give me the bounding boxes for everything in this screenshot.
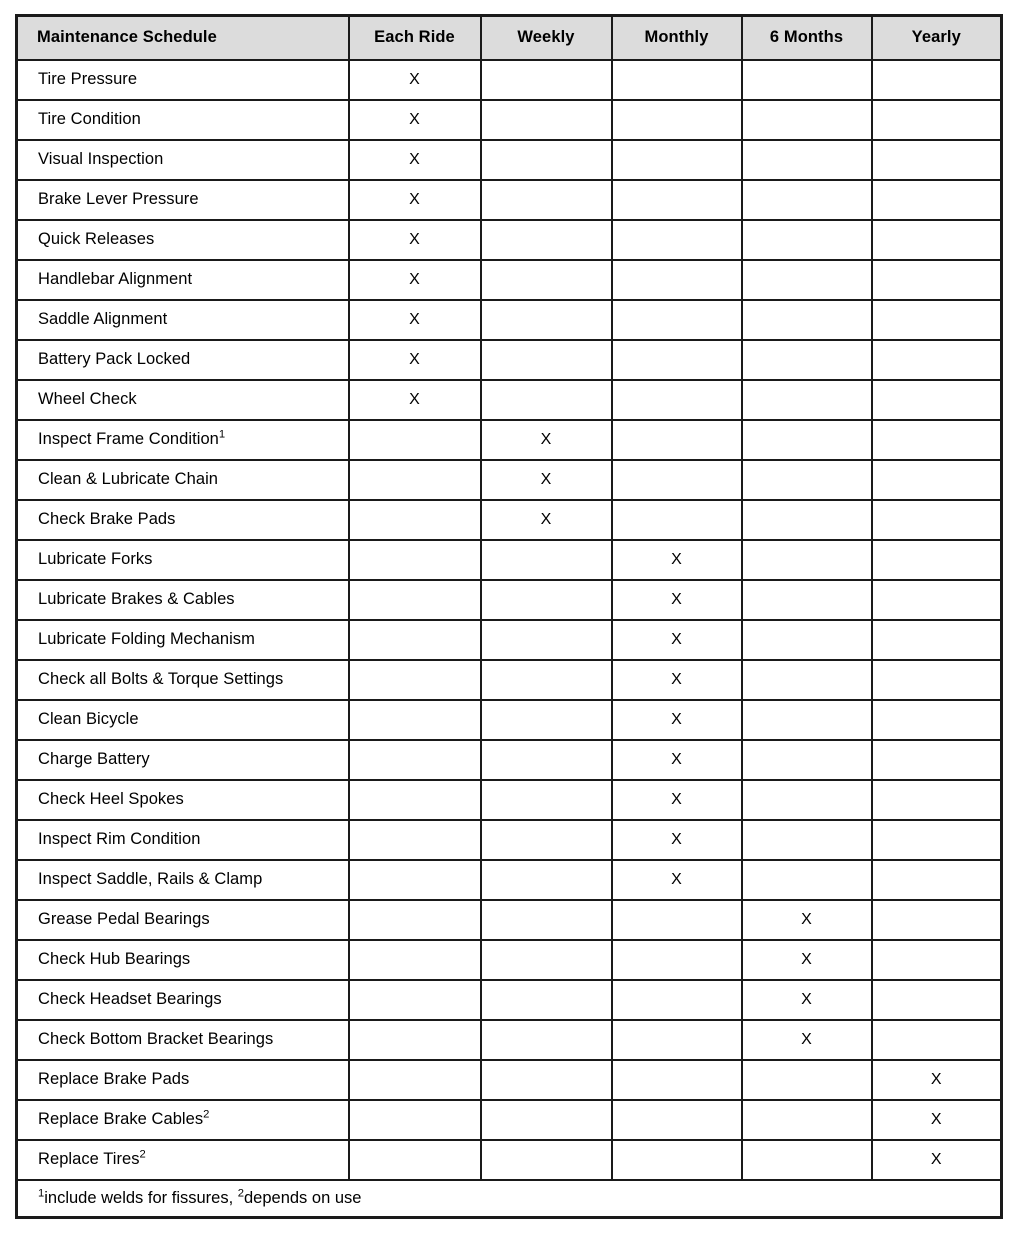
table-row — [17, 700, 1002, 740]
task-label-text: Replace Brake Cables — [38, 1110, 204, 1128]
task-label-text: Grease Pedal Bearings — [38, 910, 210, 928]
cell-monthly: X — [612, 820, 742, 860]
cell-each-ride — [349, 540, 481, 580]
table-row — [17, 780, 1002, 820]
cell-each-ride — [349, 660, 481, 700]
task-label — [17, 580, 349, 620]
task-label — [17, 180, 349, 220]
cell-six-months: X — [742, 1020, 872, 1060]
cell-six-months: X — [742, 900, 872, 940]
task-label — [17, 340, 349, 380]
cell-yearly — [872, 460, 1002, 500]
table-row — [17, 180, 1002, 220]
cell-monthly: X — [612, 860, 742, 900]
cell-weekly: X — [481, 460, 612, 500]
cell-six-months — [742, 740, 872, 780]
task-label-text: Inspect Rim Condition — [38, 830, 201, 848]
cell-each-ride: X — [349, 180, 481, 220]
cell-weekly — [481, 300, 612, 340]
cell-each-ride — [349, 980, 481, 1020]
cell-six-months: X — [742, 940, 872, 980]
cell-yearly — [872, 700, 1002, 740]
task-label — [17, 540, 349, 580]
task-label-text: Lubricate Forks — [38, 550, 153, 568]
cell-six-months — [742, 860, 872, 900]
task-label — [17, 220, 349, 260]
cell-weekly — [481, 780, 612, 820]
cell-weekly — [481, 220, 612, 260]
task-label — [17, 100, 349, 140]
cell-weekly — [481, 1100, 612, 1140]
cell-weekly — [481, 260, 612, 300]
cell-monthly — [612, 1100, 742, 1140]
cell-each-ride — [349, 1060, 481, 1100]
cell-each-ride — [349, 460, 481, 500]
task-label — [17, 700, 349, 740]
cell-each-ride — [349, 900, 481, 940]
cell-each-ride — [349, 780, 481, 820]
cell-six-months — [742, 140, 872, 180]
cell-monthly — [612, 900, 742, 940]
task-label — [17, 660, 349, 700]
cell-monthly — [612, 220, 742, 260]
cell-monthly — [612, 460, 742, 500]
cell-weekly — [481, 1020, 612, 1060]
cell-six-months: X — [742, 980, 872, 1020]
task-label — [17, 940, 349, 980]
task-label — [17, 1140, 349, 1180]
task-label-text: Check Bottom Bracket Bearings — [38, 1030, 274, 1048]
column-header-yearly: Yearly — [872, 16, 1002, 60]
cell-six-months — [742, 820, 872, 860]
table-header — [17, 16, 1002, 60]
cell-monthly — [612, 340, 742, 380]
cell-monthly — [612, 1140, 742, 1180]
column-header-weekly: Weekly — [481, 16, 612, 60]
task-label-text: Tire Condition — [38, 110, 141, 128]
cell-yearly — [872, 380, 1002, 420]
cell-monthly — [612, 380, 742, 420]
cell-yearly — [872, 300, 1002, 340]
cell-weekly: X — [481, 500, 612, 540]
cell-each-ride: X — [349, 340, 481, 380]
task-label-text: Visual Inspection — [38, 150, 164, 168]
table-row — [17, 140, 1002, 180]
cell-six-months — [742, 100, 872, 140]
cell-yearly: X — [872, 1100, 1002, 1140]
cell-yearly — [872, 740, 1002, 780]
table-row — [17, 660, 1002, 700]
table-row — [17, 580, 1002, 620]
cell-monthly — [612, 300, 742, 340]
cell-monthly — [612, 420, 742, 460]
cell-yearly — [872, 420, 1002, 460]
table-row — [17, 1100, 1002, 1140]
cell-each-ride — [349, 1020, 481, 1060]
table-row — [17, 940, 1002, 980]
task-label-text: Tire Pressure — [38, 70, 138, 88]
cell-weekly: X — [481, 420, 612, 460]
cell-yearly — [872, 60, 1002, 100]
table-row — [17, 740, 1002, 780]
cell-yearly — [872, 180, 1002, 220]
task-label-text: Clean & Lubricate Chain — [38, 470, 219, 488]
table-row — [17, 220, 1002, 260]
cell-yearly: X — [872, 1140, 1002, 1180]
cell-weekly — [481, 820, 612, 860]
task-footnote-marker: 2 — [203, 1108, 210, 1121]
task-label-text: Check all Bolts & Torque Settings — [38, 670, 284, 688]
task-label-text: Check Heel Spokes — [38, 790, 184, 808]
column-header-monthly: Monthly — [612, 16, 742, 60]
cell-yearly — [872, 860, 1002, 900]
cell-six-months — [742, 300, 872, 340]
cell-yearly — [872, 660, 1002, 700]
task-label — [17, 60, 349, 100]
cell-monthly — [612, 260, 742, 300]
cell-each-ride — [349, 740, 481, 780]
task-label — [17, 980, 349, 1020]
cell-yearly — [872, 340, 1002, 380]
task-footnote-marker: 1 — [218, 428, 226, 441]
task-footnote-marker: 2 — [139, 1148, 146, 1161]
cell-each-ride — [349, 420, 481, 460]
cell-yearly — [872, 900, 1002, 940]
cell-each-ride — [349, 940, 481, 980]
cell-six-months — [742, 380, 872, 420]
cell-weekly — [481, 100, 612, 140]
table-row — [17, 380, 1002, 420]
task-label — [17, 140, 349, 180]
cell-weekly — [481, 580, 612, 620]
task-label — [17, 380, 349, 420]
cell-yearly — [872, 980, 1002, 1020]
task-label-text: Check Hub Bearings — [38, 950, 191, 968]
footnote-text-one: include welds for fissures, — [44, 1188, 238, 1207]
task-label — [17, 1020, 349, 1060]
cell-yearly — [872, 620, 1002, 660]
task-label — [17, 860, 349, 900]
cell-monthly — [612, 100, 742, 140]
cell-monthly — [612, 180, 742, 220]
cell-weekly — [481, 380, 612, 420]
maintenance-schedule-table — [15, 14, 1003, 1219]
table-row — [17, 1020, 1002, 1060]
cell-each-ride — [349, 500, 481, 540]
cell-weekly — [481, 700, 612, 740]
cell-monthly — [612, 980, 742, 1020]
cell-six-months — [742, 540, 872, 580]
table-row — [17, 60, 1002, 100]
cell-weekly — [481, 1140, 612, 1180]
cell-weekly — [481, 180, 612, 220]
task-label-text: Wheel Check — [38, 390, 137, 408]
cell-six-months — [742, 340, 872, 380]
footnote-marker-one: 1 — [38, 1187, 45, 1200]
table-row — [17, 420, 1002, 460]
task-label-text: Lubricate Folding Mechanism — [38, 630, 255, 648]
cell-weekly — [481, 740, 612, 780]
cell-each-ride — [349, 1140, 481, 1180]
cell-each-ride: X — [349, 260, 481, 300]
cell-yearly — [872, 260, 1002, 300]
cell-each-ride: X — [349, 100, 481, 140]
cell-yearly — [872, 100, 1002, 140]
cell-monthly: X — [612, 740, 742, 780]
cell-each-ride — [349, 860, 481, 900]
task-label-text: Quick Releases — [38, 230, 155, 248]
table-row — [17, 500, 1002, 540]
cell-weekly — [481, 340, 612, 380]
maintenance-schedule-sheet — [15, 14, 1000, 1225]
task-label-text: Check Headset Bearings — [38, 990, 222, 1008]
table-row — [17, 1060, 1002, 1100]
cell-six-months — [742, 620, 872, 660]
cell-six-months — [742, 500, 872, 540]
column-header-task: Maintenance Schedule — [17, 16, 349, 60]
cell-weekly — [481, 900, 612, 940]
cell-monthly — [612, 500, 742, 540]
table-row — [17, 1140, 1002, 1180]
table-row — [17, 980, 1002, 1020]
cell-each-ride — [349, 620, 481, 660]
table-row — [17, 260, 1002, 300]
cell-each-ride: X — [349, 380, 481, 420]
table-row — [17, 820, 1002, 860]
cell-yearly — [872, 540, 1002, 580]
column-header-six-months: 6 Months — [742, 16, 872, 60]
task-label — [17, 300, 349, 340]
cell-monthly — [612, 140, 742, 180]
cell-yearly — [872, 820, 1002, 860]
task-label-text: Battery Pack Locked — [38, 350, 191, 368]
task-label-text: Brake Lever Pressure — [38, 190, 199, 208]
cell-weekly — [481, 140, 612, 180]
cell-yearly — [872, 580, 1002, 620]
cell-six-months — [742, 460, 872, 500]
cell-six-months — [742, 260, 872, 300]
task-label — [17, 500, 349, 540]
task-label-text: Saddle Alignment — [38, 310, 168, 328]
task-label-text: Inspect Frame Condition — [38, 430, 219, 448]
cell-monthly: X — [612, 580, 742, 620]
cell-monthly: X — [612, 620, 742, 660]
cell-each-ride — [349, 580, 481, 620]
cell-yearly — [872, 140, 1002, 180]
cell-weekly — [481, 60, 612, 100]
task-label-text: Handlebar Alignment — [38, 270, 193, 288]
cell-six-months — [742, 60, 872, 100]
cell-six-months — [742, 180, 872, 220]
cell-monthly — [612, 1060, 742, 1100]
task-label-text: Lubricate Brakes & Cables — [38, 590, 235, 608]
cell-each-ride: X — [349, 300, 481, 340]
cell-six-months — [742, 700, 872, 740]
footnote-row — [17, 1180, 1002, 1218]
table-row — [17, 540, 1002, 580]
cell-weekly — [481, 540, 612, 580]
cell-yearly — [872, 940, 1002, 980]
cell-each-ride: X — [349, 140, 481, 180]
task-label-text: Clean Bicycle — [38, 710, 139, 728]
table-row — [17, 100, 1002, 140]
cell-yearly — [872, 500, 1002, 540]
cell-yearly — [872, 1020, 1002, 1060]
cell-each-ride — [349, 1100, 481, 1140]
table-body — [17, 60, 1002, 1218]
task-label-text: Charge Battery — [38, 750, 150, 768]
header-row — [17, 16, 1002, 60]
cell-six-months — [742, 420, 872, 460]
cell-monthly: X — [612, 780, 742, 820]
cell-each-ride: X — [349, 60, 481, 100]
cell-monthly: X — [612, 700, 742, 740]
cell-six-months — [742, 1140, 872, 1180]
task-label — [17, 620, 349, 660]
cell-monthly — [612, 1020, 742, 1060]
cell-weekly — [481, 940, 612, 980]
task-label — [17, 1100, 349, 1140]
task-label — [17, 780, 349, 820]
cell-each-ride — [349, 700, 481, 740]
cell-monthly — [612, 940, 742, 980]
task-label — [17, 740, 349, 780]
task-label — [17, 420, 349, 460]
task-label — [17, 1060, 349, 1100]
cell-weekly — [481, 860, 612, 900]
cell-six-months — [742, 1060, 872, 1100]
table-row — [17, 900, 1002, 940]
footnote-text-two: depends on use — [244, 1188, 362, 1207]
task-label-text: Replace Brake Pads — [38, 1070, 190, 1088]
table-row — [17, 460, 1002, 500]
task-label — [17, 900, 349, 940]
task-label — [17, 820, 349, 860]
cell-each-ride — [349, 820, 481, 860]
column-header-each-ride: Each Ride — [349, 16, 481, 60]
table-row — [17, 620, 1002, 660]
cell-six-months — [742, 1100, 872, 1140]
cell-yearly — [872, 220, 1002, 260]
cell-six-months — [742, 660, 872, 700]
cell-weekly — [481, 620, 612, 660]
cell-monthly: X — [612, 540, 742, 580]
cell-monthly: X — [612, 660, 742, 700]
cell-weekly — [481, 980, 612, 1020]
cell-monthly — [612, 60, 742, 100]
task-label-text: Replace Tires — [38, 1150, 140, 1168]
footnote-marker-two: 2 — [237, 1187, 244, 1200]
cell-weekly — [481, 660, 612, 700]
table-row — [17, 860, 1002, 900]
cell-each-ride: X — [349, 220, 481, 260]
cell-weekly — [481, 1060, 612, 1100]
table-row — [17, 340, 1002, 380]
task-label — [17, 460, 349, 500]
footnote-cell — [17, 1180, 1002, 1218]
task-label-text: Check Brake Pads — [38, 510, 176, 528]
cell-yearly — [872, 780, 1002, 820]
cell-six-months — [742, 220, 872, 260]
task-label-text: Inspect Saddle, Rails & Clamp — [38, 870, 263, 888]
task-label — [17, 260, 349, 300]
cell-yearly: X — [872, 1060, 1002, 1100]
cell-six-months — [742, 580, 872, 620]
table-row — [17, 300, 1002, 340]
cell-six-months — [742, 780, 872, 820]
